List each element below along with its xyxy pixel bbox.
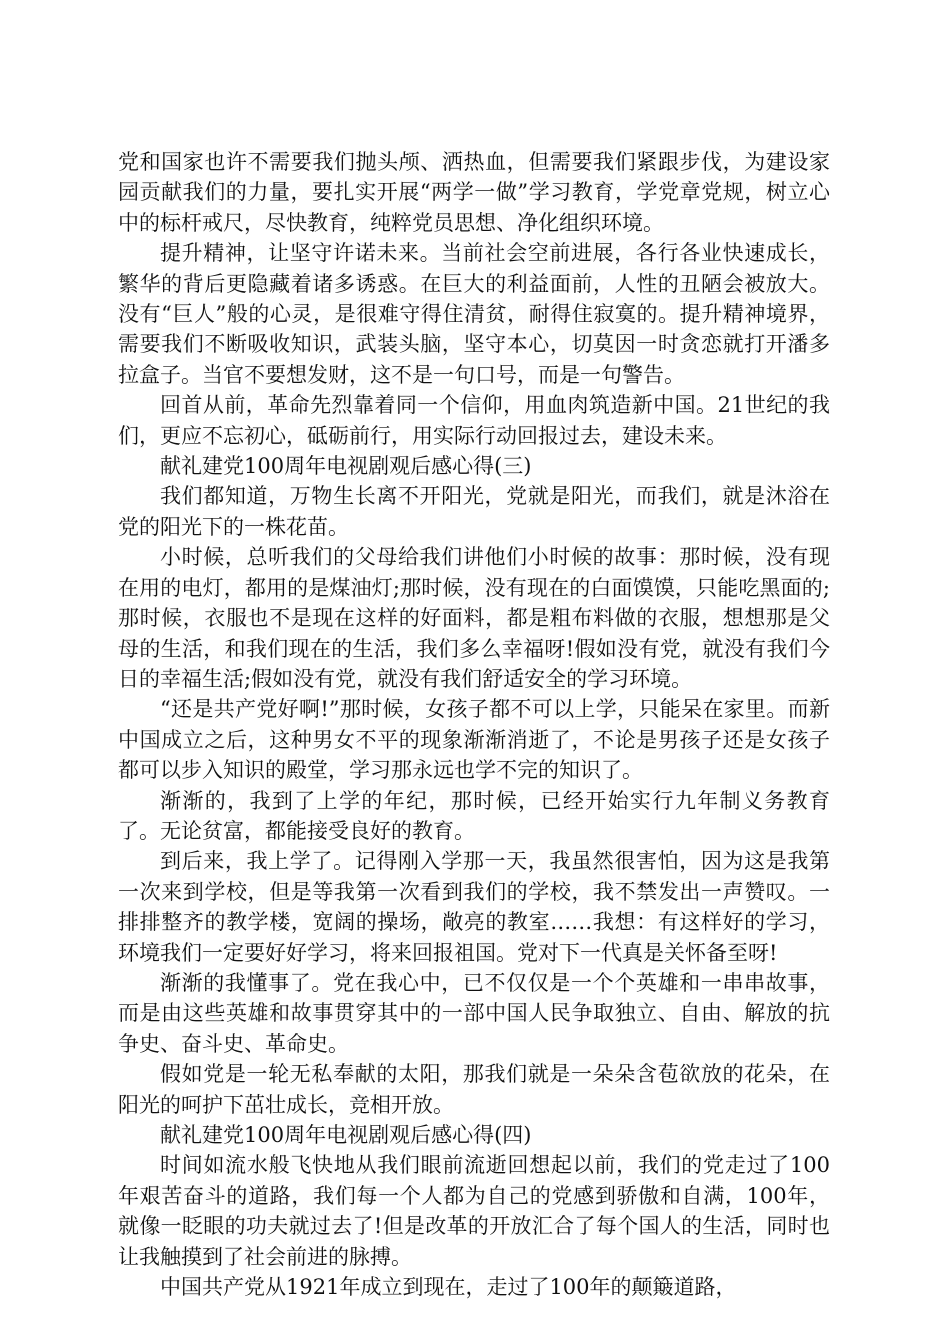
paragraph-1: 党和国家也许不需要我们抛头颅、洒热血，但需要我们紧跟步伐，为建设家园贡献我们的力量，要扎实开展“两学一做”学习教育，学党章党规，树立心中的标杆戒尺，尽快教育，纯粹党员思想、净化组织环境。 [118,150,830,235]
paragraph-11: 时间如流水般飞快地从我们眼前流逝回想起以前，我们的党走过了100年艰苦奋斗的道路，我们每一个人都为自己的党感到骄傲和自满，100年，就像一眨眼的功夫就过去了!但是改革的开放汇合了每个国人的生活，同时也让我触摸到了社会前进的脉搏。 [118,1153,830,1269]
paragraph-6: “还是共产党好啊!”那时候，女孩子都不可以上学，只能呆在家里。而新中国成立之后，这种男女不平的现象渐渐消逝了，不论是男孩子还是女孩子都可以步入知识的殿堂，学习那永远也学不完的知识了。 [118,697,830,783]
paragraph-12: 中国共产党从1921年成立到现在，走过了100年的颠簸道路， [160,1275,737,1300]
paragraph-4: 我们都知道，万物生长离不开阳光，党就是阳光，而我们，就是沐浴在党的阳光下的一株花苗。 [118,484,830,539]
section-heading-3: 献礼建党100周年电视剧观后感心得(三) [160,454,532,479]
paragraph-3: 回首从前，革命先烈靠着同一个信仰，用血肉筑造新中国。21世纪的我们，更应不忘初心，砥砺前行，用实际行动回报过去，建设未来。 [118,393,830,448]
paragraph-9: 渐渐的我懂事了。党在我心中，已不仅仅是一个个英雄和一串串故事，而是由这些英雄和故事贯穿其中的一部中国人民争取独立、自由、解放的抗争史、奋斗史、革命史。 [118,970,830,1056]
paragraph-7: 渐渐的，我到了上学的年纪，那时候，已经开始实行九年制义务教育了。无论贫富，都能接受良好的教育。 [118,788,830,843]
paragraph-5: 小时候，总听我们的父母给我们讲他们小时候的故事：那时候，没有现在用的电灯，都用的是煤油灯;那时候，没有现在的白面馍馍，只能吃黑面的;那时候，衣服也不是现在这样的好面料，都是粗布料做的衣服，想想那是父母的生活，和我们现在的生活，我们多么幸福呀!假如没有党，就没有我们今日的幸福生活;假如没有党，就没有我们舒适安全的学习环境。 [118,545,830,691]
paragraph-8: 到后来，我上学了。记得刚入学那一天，我虽然很害怕，因为这是我第一次来到学校，但是等我第一次看到我们的学校，我不禁发出一声赞叹。一排排整齐的教学楼，宽阔的操场，敞亮的教室……我想：有这样好的学习，环境我们一定要好好学习，将来回报祖国。党对下一代真是关怀备至呀! [118,849,830,965]
paragraph-10: 假如党是一轮无私奉献的太阳，那我们就是一朵朵含苞欲放的花朵，在阳光的呵护下茁壮成长，竞相开放。 [118,1062,830,1117]
section-heading-4: 献礼建党100周年电视剧观后感心得(四) [160,1123,532,1147]
paragraph-2: 提升精神，让坚守许诺未来。当前社会空前进展，各行各业快速成长，繁华的背后更隐藏着诸多诱惑。在巨大的利益面前，人性的丑陋会被放大。没有“巨人”般的心灵，是很难守得住清贫，耐得住寂寞的。提升精神境界，需要我们不断吸收知识，武装头脑，坚守本心，切莫因一时贪恋就打开潘多拉盒子。当官不要想发财，这不是一句口号，而是一句警告。 [118,241,830,387]
document-page [118,147,830,1302]
